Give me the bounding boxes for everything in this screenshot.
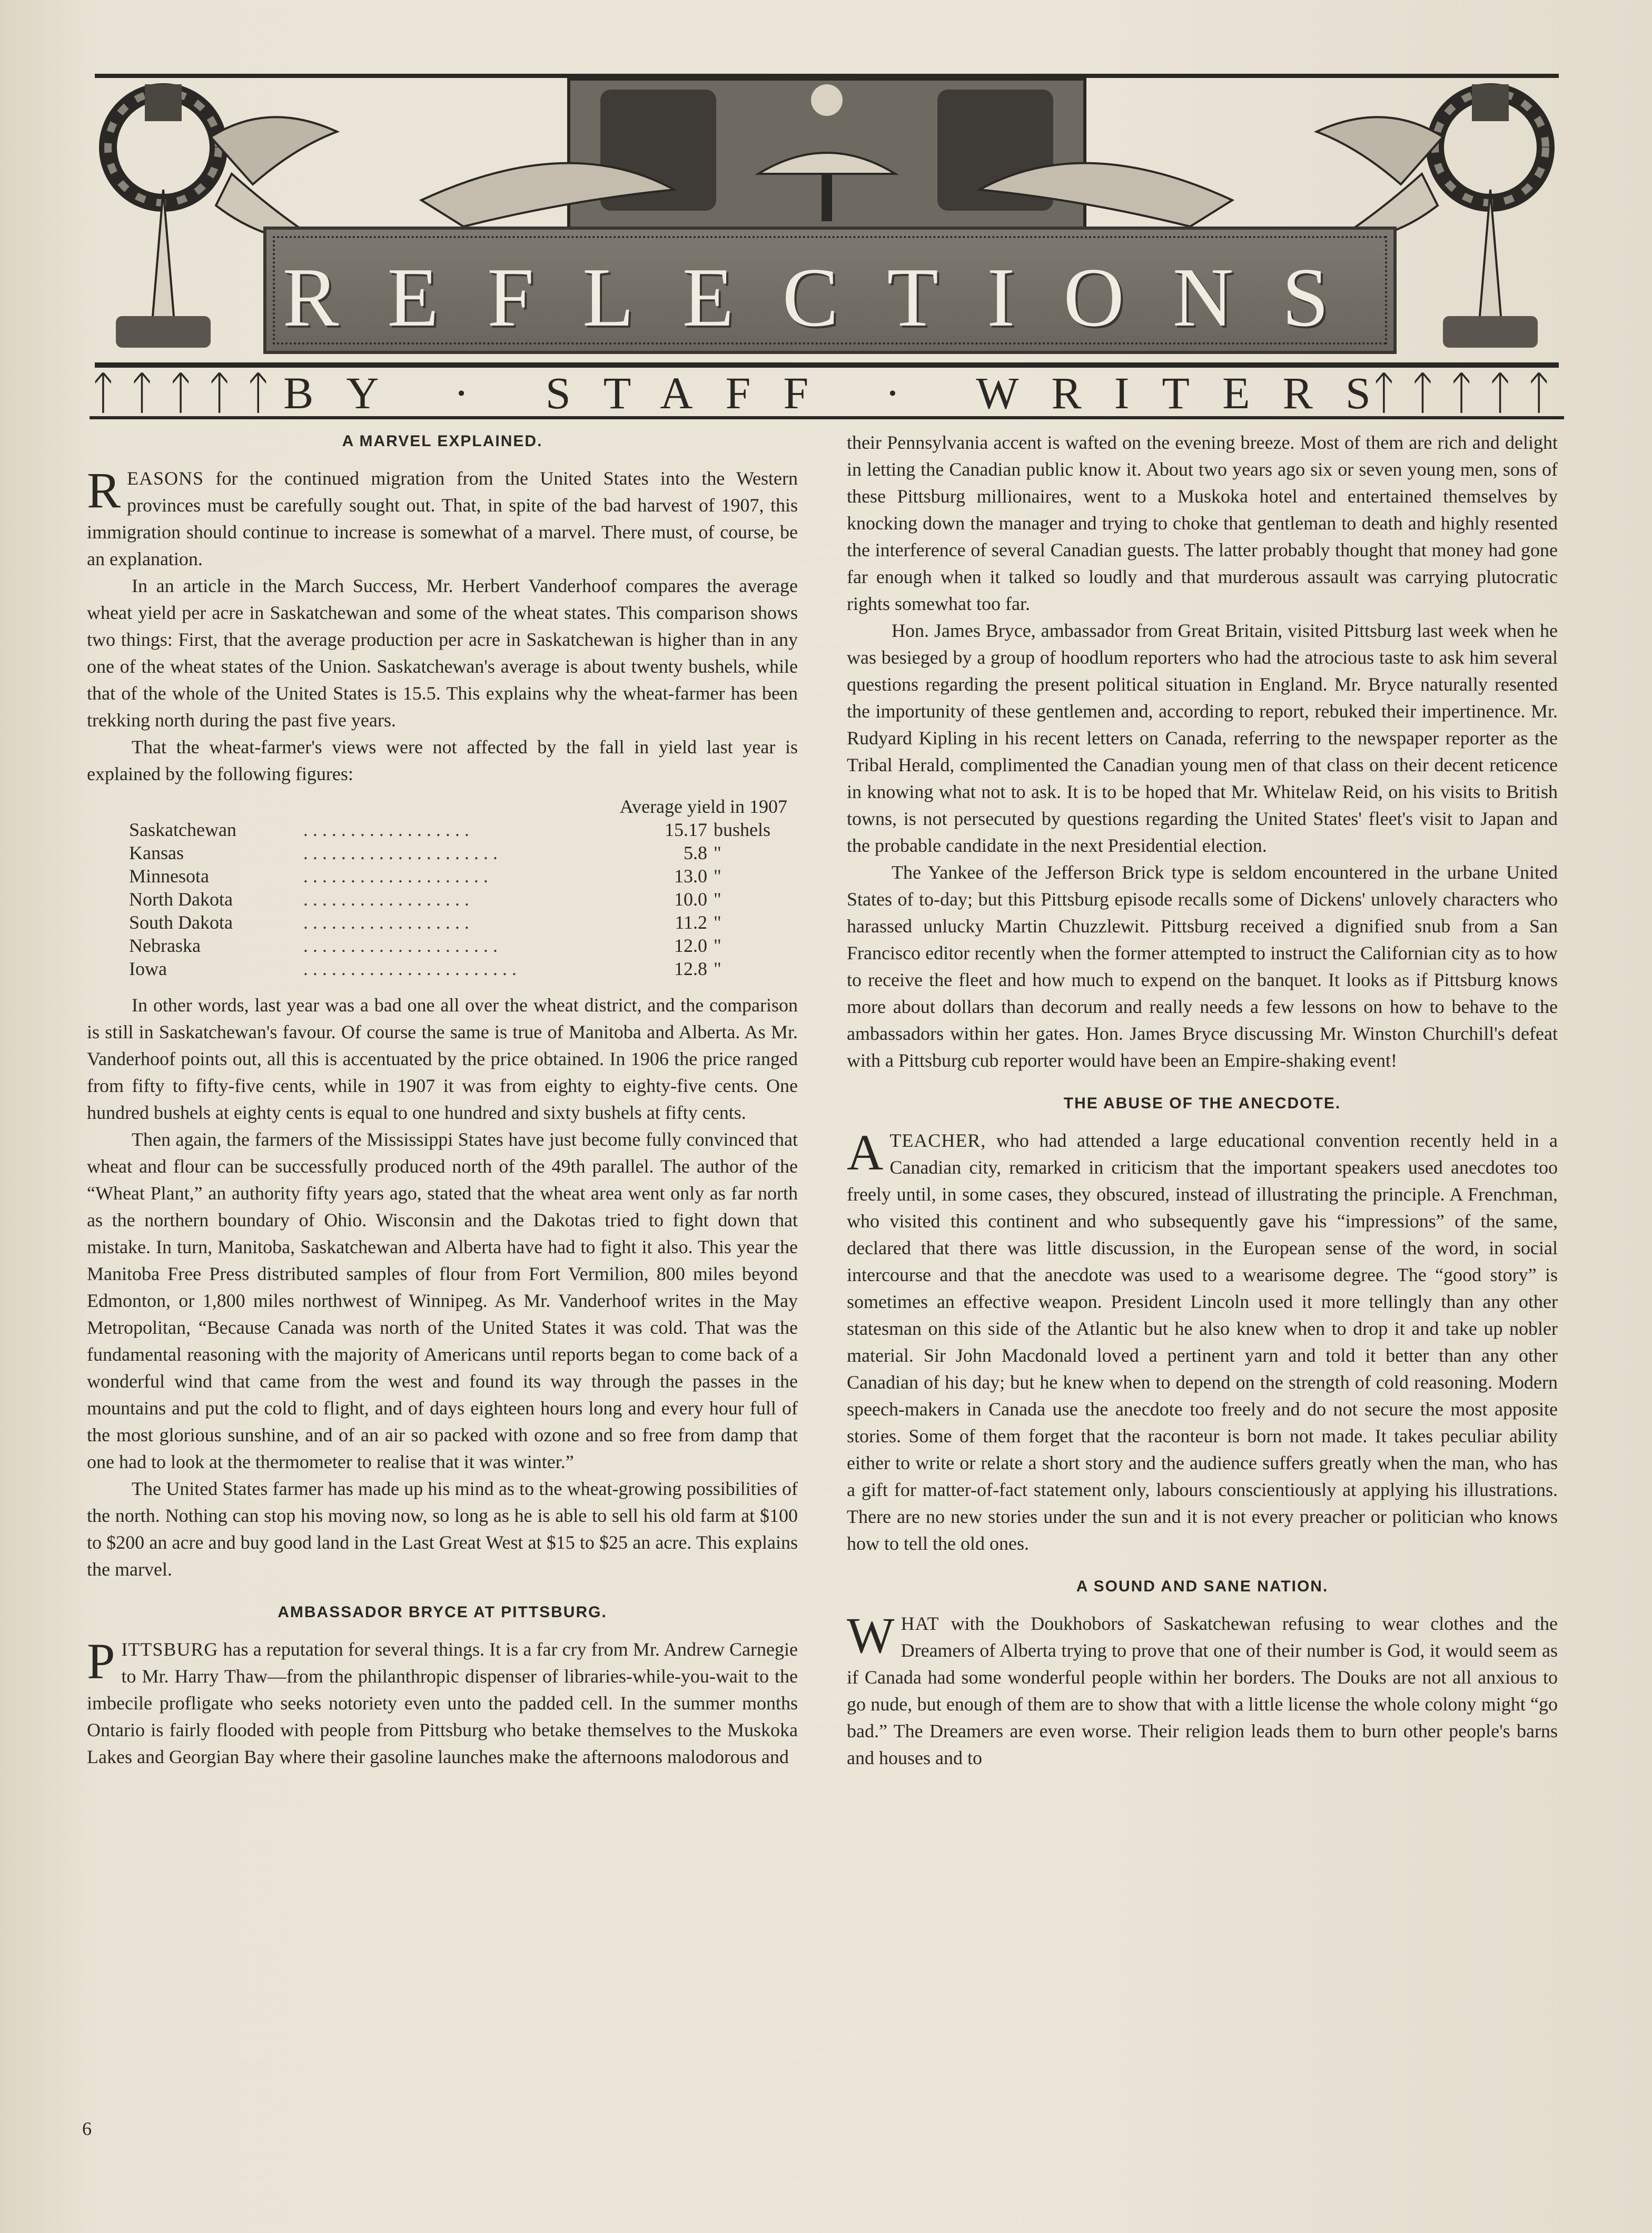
table-cell-unit: bushels <box>714 819 770 840</box>
table-cell-unit: " <box>714 842 721 863</box>
article-paragraph <box>847 1607 1558 1772</box>
paragraph-text: who had attended a large educational convention recently held in a Canadian city, remarked in criticism that the important speakers used anecdotes too freely until, in some cases, they obscured, instead of illustrating the principle. A Frenchman, who visited this continent and who subsequently gave his “impressions” of the same, declared that there was little discussion, in the European sense of the word, in social intercourse and that the anecdote was used to a wearisome degree. The “good story” is sometimes an effective weapon. President Lincoln used it more tellingly than any other statesman on this side of the Atlantic but he also knew when to drop it and take up nobler material. Sir John Macdonald loved a pertinent yarn and told it better than any other Canadian of his day; but he knew when to depend on the strength of cold reasoning. Modern speech-makers in Canada use the anecdote too freely and do not secure the most apposite stories. Some of them forget that the raconteur is born not made. It takes peculiar ability either to write or relate a short story and the audience suffers greatly when the man, who has a gift for matter-of-fact statement only, labours conscientiously at applying his illustrations. There are no new stories under the sun and it is not every preacher or politician who knows how to tell the old ones. <box>847 1130 1558 1554</box>
right-tick-ornament: ᛏᛏᛏᛏᛏ <box>1370 368 1564 418</box>
article-heading: THE ABUSE OF THE ANECDOTE. <box>1063 1095 1341 1112</box>
table-cell-value: 11.2 <box>675 912 707 933</box>
table-header: Average yield in 1907 <box>619 796 787 817</box>
table-row <box>129 841 787 864</box>
table-row <box>129 957 787 980</box>
lead-word: ITTSBURG <box>121 1639 219 1660</box>
table-cell-value: 12.0 <box>674 935 707 956</box>
table-row <box>129 911 787 934</box>
table-row <box>129 864 787 888</box>
table-cell-value: 5.8 <box>684 842 707 863</box>
article-heading: AMBASSADOR BRYCE AT PITTSBURG. <box>278 1604 607 1621</box>
yield-table <box>129 795 787 980</box>
table-cell-state: Iowa <box>129 958 167 979</box>
article-paragraph: That the wheat-farmer's views were not affected by the fall in yield last year is explained by the following figures: <box>87 736 798 784</box>
article-paragraph: The Yankee of the Jefferson Brick type is seldom encountered in the urbane United States of to-day; but this Pittsburg episode recalls some of Dickens' unlovely characters who harassed unlucky Martin Chuzzlewit. Pittsburg received a dignified snub from a San Francisco editor recently when the former attempted to instruct the Californian city as to how to receive the fleet and how much to expend on the banquet. It looks as if Pittsburg knows more about dollars than decorum and really needs a few lessons on how to behave to the ambassadors within her gates. Hon. James Bryce discussing Mr. Winston Churchill's defeat with a Pittsburg cub reporter would have been an Empire-shaking event! <box>847 862 1558 1071</box>
leader-dots: . . . . . . . . . . . . . . . . . . . . . . . <box>303 958 517 979</box>
table-cell-value: 10.0 <box>674 889 707 910</box>
table-row <box>129 818 787 841</box>
article-paragraph: In other words, last year was a bad one all over the wheat district, and the comparison is still in Saskatchewan's favour. Of course the same is true of Manitoba and Alberta. As Mr. Vanderhoof points out, all this is accentuated by the price obtained. In 1906 the price ranged from fifty to fifty-five cents, while in 1907 it was from eighty to eighty-five cents. One hundred bushels at eighty cents is equal to one hundred and sixty bushels at fifty cents. <box>87 995 798 1123</box>
article-heading: A MARVEL EXPLAINED. <box>342 432 543 450</box>
header-banner <box>95 68 1559 363</box>
article-paragraph <box>87 1633 798 1770</box>
article-paragraph <box>847 1124 1558 1557</box>
left-column <box>87 416 798 1770</box>
table-row <box>129 934 787 957</box>
table-cell-state: Minnesota <box>129 865 209 887</box>
drop-cap: W <box>847 1607 895 1664</box>
table-cell-state: North Dakota <box>129 889 233 910</box>
table-cell-unit: " <box>714 935 721 956</box>
article-paragraph <box>87 462 798 573</box>
right-column <box>847 429 1558 1772</box>
table-cell-state: Saskatchewan <box>129 819 236 840</box>
page-number: 6 <box>82 2118 92 2139</box>
leader-dots: . . . . . . . . . . . . . . . . . . <box>303 819 469 840</box>
left-tick-ornament: ᛏᛏᛏᛏᛏ <box>90 368 283 418</box>
leader-dots: . . . . . . . . . . . . . . . . . . <box>303 889 469 910</box>
article-paragraph: their Pennsylvania accent is wafted on the evening breeze. Most of them are rich and delight in letting the Canadian public know it. About two years ago six or seven young men, sons of these Pittsburg millionaires, went to a Muskoka hotel and entertained themselves by knocking down the manager and trying to choke that gentleman to death and highly resented the interference of several Canadian guests. The latter probably thought that money had gone far enough when it talked so loudly and that murderous assault was carrying plutocratic rights somewhat too far. <box>847 432 1558 614</box>
article-paragraph: In an article in the March Success, Mr. Herbert Vanderhoof compares the average wheat yield per acre in Saskatchewan and some of the wheat states. This comparison shows two things: First, that the average production per acre in Saskatchewan is higher than in any one of the wheat states of the Union. Saskatchewan's average is about twenty bushels, while that of the whole of the United States is 15.5. This explains why the wheat-farmer has been trekking north during the past five years. <box>87 575 798 731</box>
leader-dots: . . . . . . . . . . . . . . . . . . . . . <box>303 842 498 863</box>
byline-text: BY · STAFF · WRITERS <box>283 368 1403 418</box>
leader-dots: . . . . . . . . . . . . . . . . . . . . <box>303 865 488 887</box>
article-paragraph: The United States farmer has made up his mind as to the wheat-growing possibilities of the north. Nothing can stop his moving now, so long as he is able to sell his old farm at $100 to $200 an acre and buy good land in the Last Great West at $15 to $25 an acre. This explains the marvel. <box>87 1478 798 1580</box>
table-cell-state: South Dakota <box>129 912 233 933</box>
table-cell-value: 13.0 <box>674 865 707 887</box>
central-scene-ornament <box>421 79 1232 232</box>
section-title: REFLECTIONS <box>282 250 1378 344</box>
article-paragraph: Then again, the farmers of the Mississippi States have just become fully convinced that wheat and flour can be successfully produced north of the 49th parallel. The author of the “Wheat Plant,” an authority fifty years ago, stated that the wheat area went only as far north as the northern boundary of Ohio. Wisconsin and the Dakotas tried to fight down that mistake. In turn, Manitoba, Saskatchewan and Alberta have had to fight it also. This year the Manitoba Free Press distributed samples of flour from Fort Vermilion, 800 miles beyond Edmonton, or 1,800 miles northwest of Winnipeg. As Mr. Vanderhoof writes in the May Metropolitan, “Because Canada was north of the United States it was cold. That was the fundamental reasoning with the majority of Americans until reports began to come back of a wonderful wind that came from the west and found its way through the passes in the mountains and put the cold to flight, and of days eighteen hours long and every hour full of the most glorious sunshine, and of an air so packed with ozone and so free from damp that one had to look at the thermometer to realise that it was winter.” <box>87 1129 798 1472</box>
article-heading: A SOUND AND SANE NATION. <box>1076 1578 1329 1595</box>
paragraph-text: has a reputation for several things. It is a far cry from Mr. Andrew Carnegie to Mr. Harry Thaw—from the philanthropic dispenser of libraries-while-you-wait to the imbecile profligate who seeks notoriety even unto the padded cell. In the summer months Ontario is fairly flooded with people from Pittsburg who betake themselves to the Muskoka Lakes and Georgian Bay where their gasoline launches make the afternoons malodorous and <box>87 1639 798 1767</box>
drop-cap: P <box>87 1633 115 1689</box>
table-row <box>129 888 787 911</box>
table-cell-unit: " <box>714 889 721 910</box>
table-cell-value: 15.17 <box>665 819 707 840</box>
table-cell-unit: " <box>714 912 721 933</box>
lead-word: EASONS <box>127 468 204 489</box>
table-cell-value: 12.8 <box>674 958 707 979</box>
article-paragraph: Hon. James Bryce, ambassador from Great Britain, visited Pittsburg last week when he was besieged by a group of hoodlum reporters who had the atrocious taste to ask him several questions regarding the present political situation in England. Mr. Bryce naturally resented the importunity of these gentlemen and, according to report, rebuked their impertinence. Mr. Rudyard Kipling in his recent letters on Canada, referring to the newspaper reporter as the Tribal Herald, complimented the Canadian young men of that class on their decent reticence in knowing what not to ask. It is to be hoped that Mr. Whitelaw Reid, on his visits to British towns, is not persecuted by questions regarding the United States' fleet's visit to Japan and the probable candidate in the next Presidential election. <box>847 620 1558 856</box>
table-cell-unit: " <box>714 958 721 979</box>
table-cell-state: Kansas <box>129 842 184 863</box>
byline <box>90 363 1564 419</box>
paragraph-text: with the Doukhobors of Saskatchewan refusing to wear clothes and the Dreamers of Alberta trying to prove that one of their number is God, it would seem as if Canada had some wonderful people within her borders. The Douks are not all anxious to go nude, but enough of them are to show that with a little license the whole colony might “go bad.” The Dreamers are even worse. Their religion leads them to burn other people's barns and houses and to <box>847 1613 1558 1768</box>
drop-cap: R <box>87 462 121 518</box>
leader-dots: . . . . . . . . . . . . . . . . . . . . . <box>303 935 498 956</box>
paragraph-text: for the continued migration from the United States into the Western provinces must be carefully sought out. That, in spite of the bad harvest of 1907, this immigration should continue to increase is somewhat of a marvel. There must, of course, be an explanation. <box>87 468 798 569</box>
title-panel <box>263 227 1397 354</box>
table-cell-unit: " <box>714 865 721 887</box>
leader-dots: . . . . . . . . . . . . . . . . . . <box>303 912 469 933</box>
lead-word: HAT <box>901 1613 939 1634</box>
lead-word: TEACHER, <box>889 1130 986 1151</box>
drop-cap: A <box>847 1124 884 1181</box>
table-cell-state: Nebraska <box>129 935 201 956</box>
